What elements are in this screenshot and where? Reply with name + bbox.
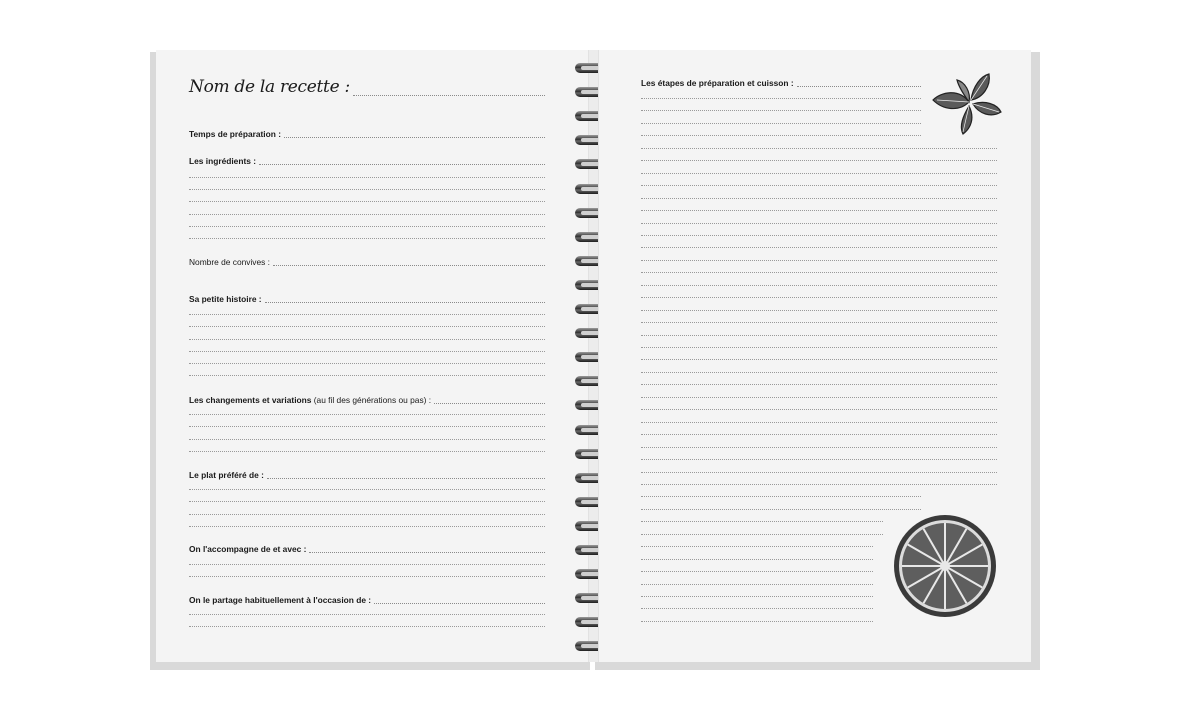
- steps-line: [641, 123, 921, 124]
- story-line: [189, 339, 545, 340]
- steps-line: [641, 372, 997, 373]
- steps-line: [797, 85, 921, 87]
- steps-label: Les étapes de préparation et cuisson :: [641, 78, 794, 88]
- prep-time-label: Temps de préparation :: [189, 129, 281, 139]
- story-line: [189, 351, 545, 352]
- accompaniment-line: [309, 551, 545, 553]
- steps-line: [641, 472, 997, 473]
- variations-label: Les changements et variations (au fil des générations ou pas) :: [189, 395, 432, 405]
- steps-line: [641, 135, 921, 136]
- variations-line: [189, 451, 545, 452]
- ingredients-line: [189, 189, 545, 190]
- ingredients-label: Les ingrédients :: [189, 156, 257, 166]
- steps-line: [641, 347, 997, 348]
- recipe-name-line: [353, 94, 545, 96]
- steps-line: [641, 584, 873, 585]
- steps-line: [641, 434, 997, 435]
- variations-line: [434, 402, 545, 404]
- steps-line: [641, 198, 997, 199]
- guests-field[interactable]: [189, 257, 545, 267]
- steps-line: [641, 260, 997, 261]
- variations-line: [189, 414, 545, 415]
- steps-line: [641, 98, 921, 99]
- steps-line: [641, 285, 997, 286]
- ingredients-line: [189, 226, 545, 227]
- occasion-field[interactable]: [189, 595, 545, 605]
- steps-line: [641, 272, 997, 273]
- accompaniment-field[interactable]: [189, 544, 545, 554]
- guests-line: [273, 264, 545, 266]
- steps-line: [641, 447, 997, 448]
- variations-field[interactable]: [189, 395, 545, 405]
- steps-line: [641, 534, 883, 535]
- steps-line: [641, 384, 997, 385]
- steps-line: [641, 110, 921, 111]
- favorite-dish-label: Le plat préféré de :: [189, 470, 264, 480]
- favorite-dish-field[interactable]: [189, 470, 545, 480]
- favorite-dish-line: [267, 477, 545, 479]
- steps-line: [641, 521, 883, 522]
- steps-line: [641, 459, 997, 460]
- occasion-label: On le partage habituellement à l'occasion de :: [189, 595, 372, 605]
- steps-line: [641, 185, 997, 186]
- steps-line: [641, 223, 997, 224]
- steps-line: [641, 235, 997, 236]
- right-page: [598, 50, 1031, 662]
- steps-line: [641, 484, 997, 485]
- favorite-dish-line: [189, 489, 545, 490]
- steps-field[interactable]: [641, 78, 921, 88]
- accompaniment-label: On l'accompagne de et avec :: [189, 544, 307, 554]
- accompaniment-line: [189, 576, 545, 577]
- story-line: [189, 363, 545, 364]
- steps-line: [641, 559, 873, 560]
- ingredients-line: [189, 238, 545, 239]
- guests-label: Nombre de convives :: [189, 257, 270, 267]
- ingredients-line: [259, 163, 545, 165]
- variations-line: [189, 426, 545, 427]
- recipe-name-label: Nom de la recette :: [189, 77, 350, 97]
- citrus-slice-icon: [891, 512, 999, 620]
- steps-line: [641, 247, 997, 248]
- variations-line: [189, 439, 545, 440]
- prep-time-line: [284, 136, 545, 138]
- favorite-dish-line: [189, 514, 545, 515]
- steps-line: [641, 397, 997, 398]
- ingredients-line: [189, 177, 545, 178]
- steps-line: [641, 297, 997, 298]
- steps-line: [641, 173, 997, 174]
- steps-line: [641, 571, 873, 572]
- occasion-line: [189, 626, 545, 627]
- steps-line: [641, 596, 873, 597]
- steps-line: [641, 608, 873, 609]
- steps-line: [641, 546, 873, 547]
- left-page: [156, 50, 589, 662]
- favorite-dish-line: [189, 526, 545, 527]
- favorite-dish-line: [189, 501, 545, 502]
- steps-line: [641, 422, 997, 423]
- occasion-line: [189, 614, 545, 615]
- steps-line: [641, 210, 997, 211]
- steps-line: [641, 148, 997, 149]
- steps-line: [641, 496, 921, 497]
- occasion-line: [374, 602, 545, 604]
- steps-line: [641, 359, 997, 360]
- ingredients-line: [189, 214, 545, 215]
- steps-line: [641, 335, 997, 336]
- story-line: [189, 314, 545, 315]
- story-line: [189, 375, 545, 376]
- ingredients-field[interactable]: [189, 156, 545, 166]
- steps-line: [641, 310, 997, 311]
- ingredients-line: [189, 201, 545, 202]
- story-line: [189, 326, 545, 327]
- steps-line: [641, 409, 997, 410]
- steps-line: [641, 160, 997, 161]
- story-field[interactable]: [189, 294, 545, 304]
- accompaniment-line: [189, 564, 545, 565]
- story-line: [265, 301, 545, 303]
- recipe-name-field[interactable]: [189, 77, 545, 97]
- steps-line: [641, 322, 997, 323]
- story-label: Sa petite histoire :: [189, 294, 262, 304]
- steps-line: [641, 509, 921, 510]
- mint-leaves-icon: [929, 70, 1007, 136]
- prep-time-field[interactable]: [189, 129, 545, 139]
- steps-line: [641, 621, 873, 622]
